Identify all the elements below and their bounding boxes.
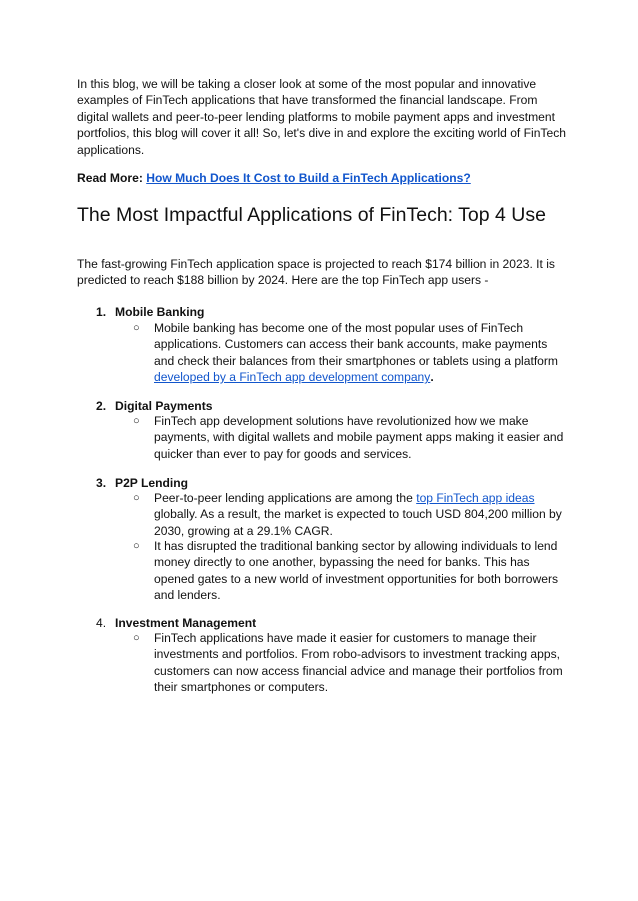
detail-text: Mobile banking has become one of the most popular uses of FinTech applications. Customers can access their bank accounts, make payments and check their balances from their smartphones or tablets using a platform (154, 321, 559, 368)
list-item-title: Investment Management (115, 616, 257, 630)
list-number: 2. (96, 399, 107, 413)
list-number: 1. (96, 305, 107, 319)
circle-bullet-icon: ○ (133, 322, 140, 334)
detail-text: Peer-to-peer lending applications are among the (154, 491, 417, 505)
stats-paragraph: The fast-growing FinTech application space is projected to reach $174 billion in 2023. It is predicted to reach $188 billion by 2024. Here are the top FinTech app users - (77, 257, 555, 288)
detail-tail: globally. As a result, the market is expected to touch USD 804,200 million by 2030, growing at a 29.1% CAGR. (154, 507, 562, 538)
list-item-detail: FinTech app development solutions have revolutionized how we make payments, with digital wallets and mobile payment apps making it easier and quicker than ever to pay for goods and services. (154, 414, 564, 461)
list-item-title: P2P Lending (115, 476, 189, 490)
list-item-detail: FinTech applications have made it easier for customers to manage their investments and portfolios. From robo-advisors to investment tracking apps, customers can now access financial advice and manage their portfolios from their smartphones or computers. (154, 631, 563, 695)
section-heading: The Most Impactful Applications of FinTech: Top 4 Use (77, 204, 546, 226)
list-item-digital-payments (96, 398, 212, 414)
circle-bullet-icon: ○ (133, 415, 140, 427)
list-number: 4. (96, 616, 107, 630)
circle-bullet-icon: ○ (133, 632, 140, 644)
list-item-investment-management (96, 615, 256, 631)
detail-tail: . (430, 370, 434, 385)
circle-bullet-icon: ○ (133, 540, 140, 552)
list-item-title: Mobile Banking (115, 305, 205, 319)
list-number: 3. (96, 476, 107, 490)
list-item-detail (154, 490, 569, 539)
read-more-link[interactable]: How Much Does It Cost to Build a FinTech Applications? (146, 171, 471, 185)
list-item-p2p-lending (96, 475, 188, 491)
list-item-mobile-banking (96, 304, 204, 320)
circle-bullet-icon: ○ (133, 492, 140, 504)
list-item-detail (154, 320, 569, 386)
list-item-title: Digital Payments (115, 399, 213, 413)
intro-paragraph: In this blog, we will be taking a closer look at some of the most popular and innovative examples of FinTech applications that have transformed the financial landscape. From digital wallets and peer-to-peer lending platforms to mobile payment apps and investment portfolios, this blog will cover it all! So, let's dive in and explore the exciting world of FinTech applications. (77, 77, 566, 157)
read-more-label: Read More: (77, 171, 147, 185)
list-item-detail: It has disrupted the traditional banking sector by allowing individuals to lend money directly to one another, bypassing the need for banks. This has opened gates to a new world of investment opportunities for both borrowers and lenders. (154, 539, 559, 603)
fintech-app-ideas-link[interactable]: top FinTech app ideas (416, 491, 535, 505)
fintech-company-link[interactable]: developed by a FinTech app development company (154, 370, 431, 385)
read-more-line (77, 170, 471, 186)
